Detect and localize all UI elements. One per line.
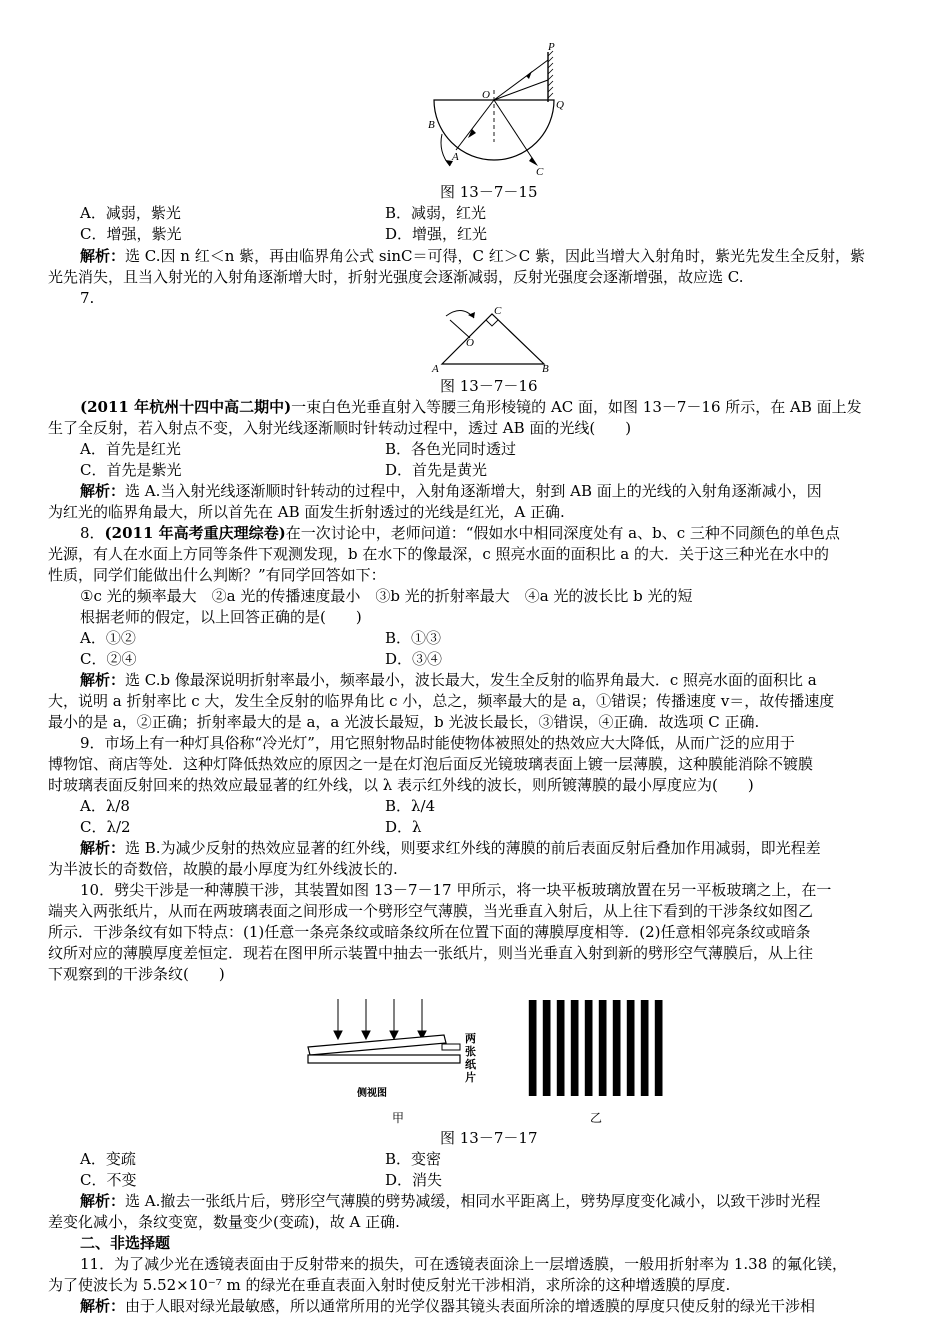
dark-fringe bbox=[599, 1000, 607, 1096]
label-c: C bbox=[494, 305, 502, 317]
question-stem bbox=[80, 397, 940, 417]
figure-13-7-17-yi bbox=[526, 1000, 666, 1096]
incident-ray bbox=[450, 320, 470, 338]
analysis-text: 选 A.撤去一张纸片后，劈形空气薄膜的劈势减缓，相同水平距离上，劈势厚度变化减小，以致干涉时光程 bbox=[125, 1192, 821, 1210]
prism-triangle bbox=[442, 314, 544, 364]
analysis-label: 解析： bbox=[80, 1192, 126, 1210]
question-number: 8． bbox=[80, 524, 105, 542]
refracted-ray-2 bbox=[494, 80, 548, 100]
analysis-line bbox=[80, 670, 940, 690]
option-b: B．各色光同时透过 bbox=[385, 440, 517, 458]
label-o: O bbox=[466, 337, 474, 349]
refracted-ray-1 bbox=[494, 60, 548, 100]
dark-fringe bbox=[655, 1000, 663, 1096]
question-number: 7. bbox=[80, 289, 95, 307]
question-stem bbox=[80, 733, 940, 753]
paper-strips bbox=[442, 1044, 460, 1050]
analysis-line: 为红光的临界角最大，所以首先在 AB 面发生折射透过的光线是红光，A 正确. bbox=[48, 503, 565, 521]
analysis-line: 差变化减小，条纹变宽，数量变少(变疏)，故 A 正确. bbox=[48, 1213, 400, 1231]
label-a: A bbox=[452, 151, 459, 163]
stem-text: 劈尖干涉是一种薄膜干涉，其装置如图 13－7－17 甲所示，将一块平板玻璃放置在另一平板玻璃之上，在一 bbox=[114, 881, 832, 899]
question-stem: 所示．干涉条纹有如下特点：(1)任意一条亮条纹或暗条纹所在位置下面的薄膜厚度相等．(2)任意相邻亮条纹或暗条 bbox=[48, 923, 811, 941]
analysis-line bbox=[80, 838, 940, 858]
label-a: A bbox=[432, 363, 439, 375]
question-number: 11． bbox=[80, 1255, 115, 1273]
analysis-label: 解析： bbox=[80, 482, 126, 500]
option-b: B．λ/4 bbox=[385, 797, 436, 815]
option-c: C．②④ bbox=[80, 650, 137, 668]
option-c: C．首先是紫光 bbox=[80, 461, 182, 479]
paper-strip-label: 两张纸片 bbox=[465, 1032, 476, 1084]
question-stem: 为了使波长为 5.52×10⁻⁷ m 的绿光在垂直表面入射时使反射光干涉相消，求所涂的这种增透膜的厚度. bbox=[48, 1276, 731, 1294]
dark-fringe bbox=[641, 1000, 649, 1096]
analysis-line bbox=[80, 1296, 940, 1316]
analysis-line: 最小的是 a，②正确；折射率最大的是 a，a 光波长最短，b 光波长最长，③错误，④正确．故选项 C 正确. bbox=[48, 713, 760, 731]
question-stem: 博物馆、商店等处．这种灯降低热效应的原因之一是在灯泡后面反光镜玻璃表面上镀一层薄膜，这种膜能消除不镀膜 bbox=[48, 755, 814, 773]
analysis-line: 为半波长的奇数倍，故膜的最小厚度为红外线波长的. bbox=[48, 860, 398, 878]
analysis-label: 解析： bbox=[80, 671, 126, 689]
figure-label-yi: 乙 bbox=[590, 1111, 603, 1125]
question-stem: 端夹入两张纸片，从而在两玻璃表面之间形成一个劈形空气薄膜，当光垂直入射后，从上往下看到的干涉条纹如图乙 bbox=[48, 902, 814, 920]
option-c: C．λ/2 bbox=[80, 818, 131, 836]
stem-text: 一束白色光垂直射入等腰三角形棱镜的 AC 面，如图 13－7－16 所示，在 AB 面上发 bbox=[291, 398, 862, 416]
analysis-line bbox=[80, 246, 940, 266]
label-c: C bbox=[536, 166, 544, 178]
option-c: C．增强，紫光 bbox=[80, 225, 182, 243]
analysis-label: 解析： bbox=[80, 839, 126, 857]
stem-text: 在一次讨论中，老师问道：“假如水中相同深度处有 a、b、c 三种不同颜色的单色点 bbox=[285, 524, 840, 542]
stem-text: 市场上有一种灯具俗称“冷光灯”，用它照射物品时能使物体被照处的热效应大大降低，从而广泛的应用于 bbox=[104, 734, 795, 752]
dark-fringe bbox=[557, 1000, 565, 1096]
top-glass-plate bbox=[308, 1035, 446, 1055]
option-d: D．消失 bbox=[385, 1171, 443, 1189]
analysis-line: 大，说明 a 折射率比 c 大，发生全反射的临界角比 c 小，总之，频率最大的是 a，①错误；传播速度 v＝，故传播速度 bbox=[48, 692, 835, 710]
option-a: A．λ/8 bbox=[80, 797, 130, 815]
question-stem bbox=[80, 880, 940, 900]
question-stem: 性质，同学们能做出什么判断？”有同学回答如下： bbox=[48, 566, 386, 584]
question-source: (2011 年杭州十四中高二期中) bbox=[80, 398, 292, 416]
question-number: 10． bbox=[80, 881, 115, 899]
label-p: P bbox=[548, 42, 555, 53]
analysis-line bbox=[80, 1191, 940, 1211]
label-o: O bbox=[482, 89, 490, 101]
option-c: C．不变 bbox=[80, 1171, 137, 1189]
analysis-label: 解析： bbox=[80, 247, 126, 265]
analysis-text: 选 A.当入射光线逐渐顺时针转动的过程中，入射角逐渐增大，射到 AB 面上的光线的入射角逐渐减小，因 bbox=[125, 482, 822, 500]
figure-caption: 图 13－7－16 bbox=[440, 377, 538, 395]
question-number: 9． bbox=[80, 734, 105, 752]
analysis-text: 选 C.b 像最深说明折射率最小，频率最小，波长最大，发生全反射的临界角最大．c 照亮水面的面积比 a bbox=[125, 671, 817, 689]
section-title: 二、非选择题 bbox=[80, 1234, 171, 1252]
analysis-text: 由于人眼对绿光最敏感，所以通常所用的光学仪器其镜头表面所涂的增透膜的厚度只使反射的绿光干涉相 bbox=[125, 1297, 816, 1315]
figure-label-jia: 甲 bbox=[392, 1111, 405, 1125]
option-a: A．减弱，紫光 bbox=[80, 204, 181, 222]
dark-fringe bbox=[543, 1000, 551, 1096]
label-b: B bbox=[542, 363, 549, 375]
question-stem: 时玻璃表面反射回来的热效应最显著的红外线，以 λ 表示红外线的波长，则所镀薄膜的最小厚度应为( ) bbox=[48, 776, 754, 794]
figure-caption: 图 13－7－15 bbox=[440, 183, 538, 201]
dark-fringe bbox=[571, 1000, 579, 1096]
question-stem: 光源，有人在水面上方同等条件下观测发现，b 在水下的像最深，c 照亮水面的面积比 a 的大．关于这三种光在水中的 bbox=[48, 545, 830, 563]
option-d: D．λ bbox=[385, 818, 422, 836]
option-a: A．首先是红光 bbox=[80, 440, 181, 458]
option-d: D．首先是黄光 bbox=[385, 461, 488, 479]
option-b: B．变密 bbox=[385, 1150, 442, 1168]
option-d: D．③④ bbox=[385, 650, 443, 668]
dark-fringe bbox=[627, 1000, 635, 1096]
question-stem: 生了全反射，若入射点不变，入射光线逐渐顺时针转动过程中，透过 AB 面的光线( ) bbox=[48, 419, 632, 437]
question-prompt: 根据老师的假定，以上回答正确的是( ) bbox=[80, 608, 362, 626]
analysis-label: 解析： bbox=[80, 1297, 126, 1315]
dark-fringe bbox=[529, 1000, 537, 1096]
option-d: D．增强，红光 bbox=[385, 225, 488, 243]
question-stem bbox=[80, 1254, 940, 1274]
analysis-line: 光先消失，且当入射光的入射角逐渐增大时，折射光强度会逐渐减弱，反射光强度会逐渐增强，故应选 C. bbox=[48, 268, 744, 286]
analysis-text: 选 B.为减少反射的热效应显著的红外线，则要求红外线的薄膜的前后表面反射后叠加作用减弱，即光程差 bbox=[125, 839, 821, 857]
figure-caption: 图 13－7－17 bbox=[440, 1129, 538, 1147]
figure-13-7-16 bbox=[428, 302, 554, 376]
question-source: (2011 年高考重庆理综卷) bbox=[104, 524, 286, 542]
analysis-text: 选 C.因 n 红＜n 紫，再由临界角公式 sinC＝可得，C 红＞C 紫，因此当增大入射角时，紫光先发生全反射，紫 bbox=[125, 247, 866, 265]
dark-fringe bbox=[613, 1000, 621, 1096]
figure-13-7-15 bbox=[420, 42, 580, 182]
reflected-ray bbox=[494, 100, 536, 164]
option-a: A．①② bbox=[80, 629, 136, 647]
incident-ray bbox=[456, 100, 494, 150]
label-b: B bbox=[428, 119, 435, 131]
analysis-line bbox=[80, 481, 940, 501]
option-a: A．变疏 bbox=[80, 1150, 136, 1168]
option-b: B．减弱，红光 bbox=[385, 204, 487, 222]
question-stem bbox=[80, 523, 940, 543]
statements: ①c 光的频率最大 ②a 光的传播速度最小 ③b 光的折射率最大 ④a 光的波长比 b 光的短 bbox=[80, 587, 693, 605]
stem-text: 为了减少光在透镜表面由于反射带来的损失，可在透镜表面涂上一层增透膜，一般用折射率为 1.38 的氟化镁， bbox=[114, 1255, 848, 1273]
option-b: B．①③ bbox=[385, 629, 442, 647]
question-stem: 纹所对应的薄膜厚度差恒定．现若在图甲所示装置中抽去一张纸片，则当光垂直入射到新的劈形空气薄膜后，从上往 bbox=[48, 944, 814, 962]
dark-fringe bbox=[585, 1000, 593, 1096]
question-stem: 下观察到的干涉条纹( ) bbox=[48, 965, 225, 983]
label-q: Q bbox=[556, 99, 564, 111]
bottom-glass-plate bbox=[308, 1055, 460, 1063]
side-view-label: 侧视图 bbox=[357, 1088, 387, 1099]
